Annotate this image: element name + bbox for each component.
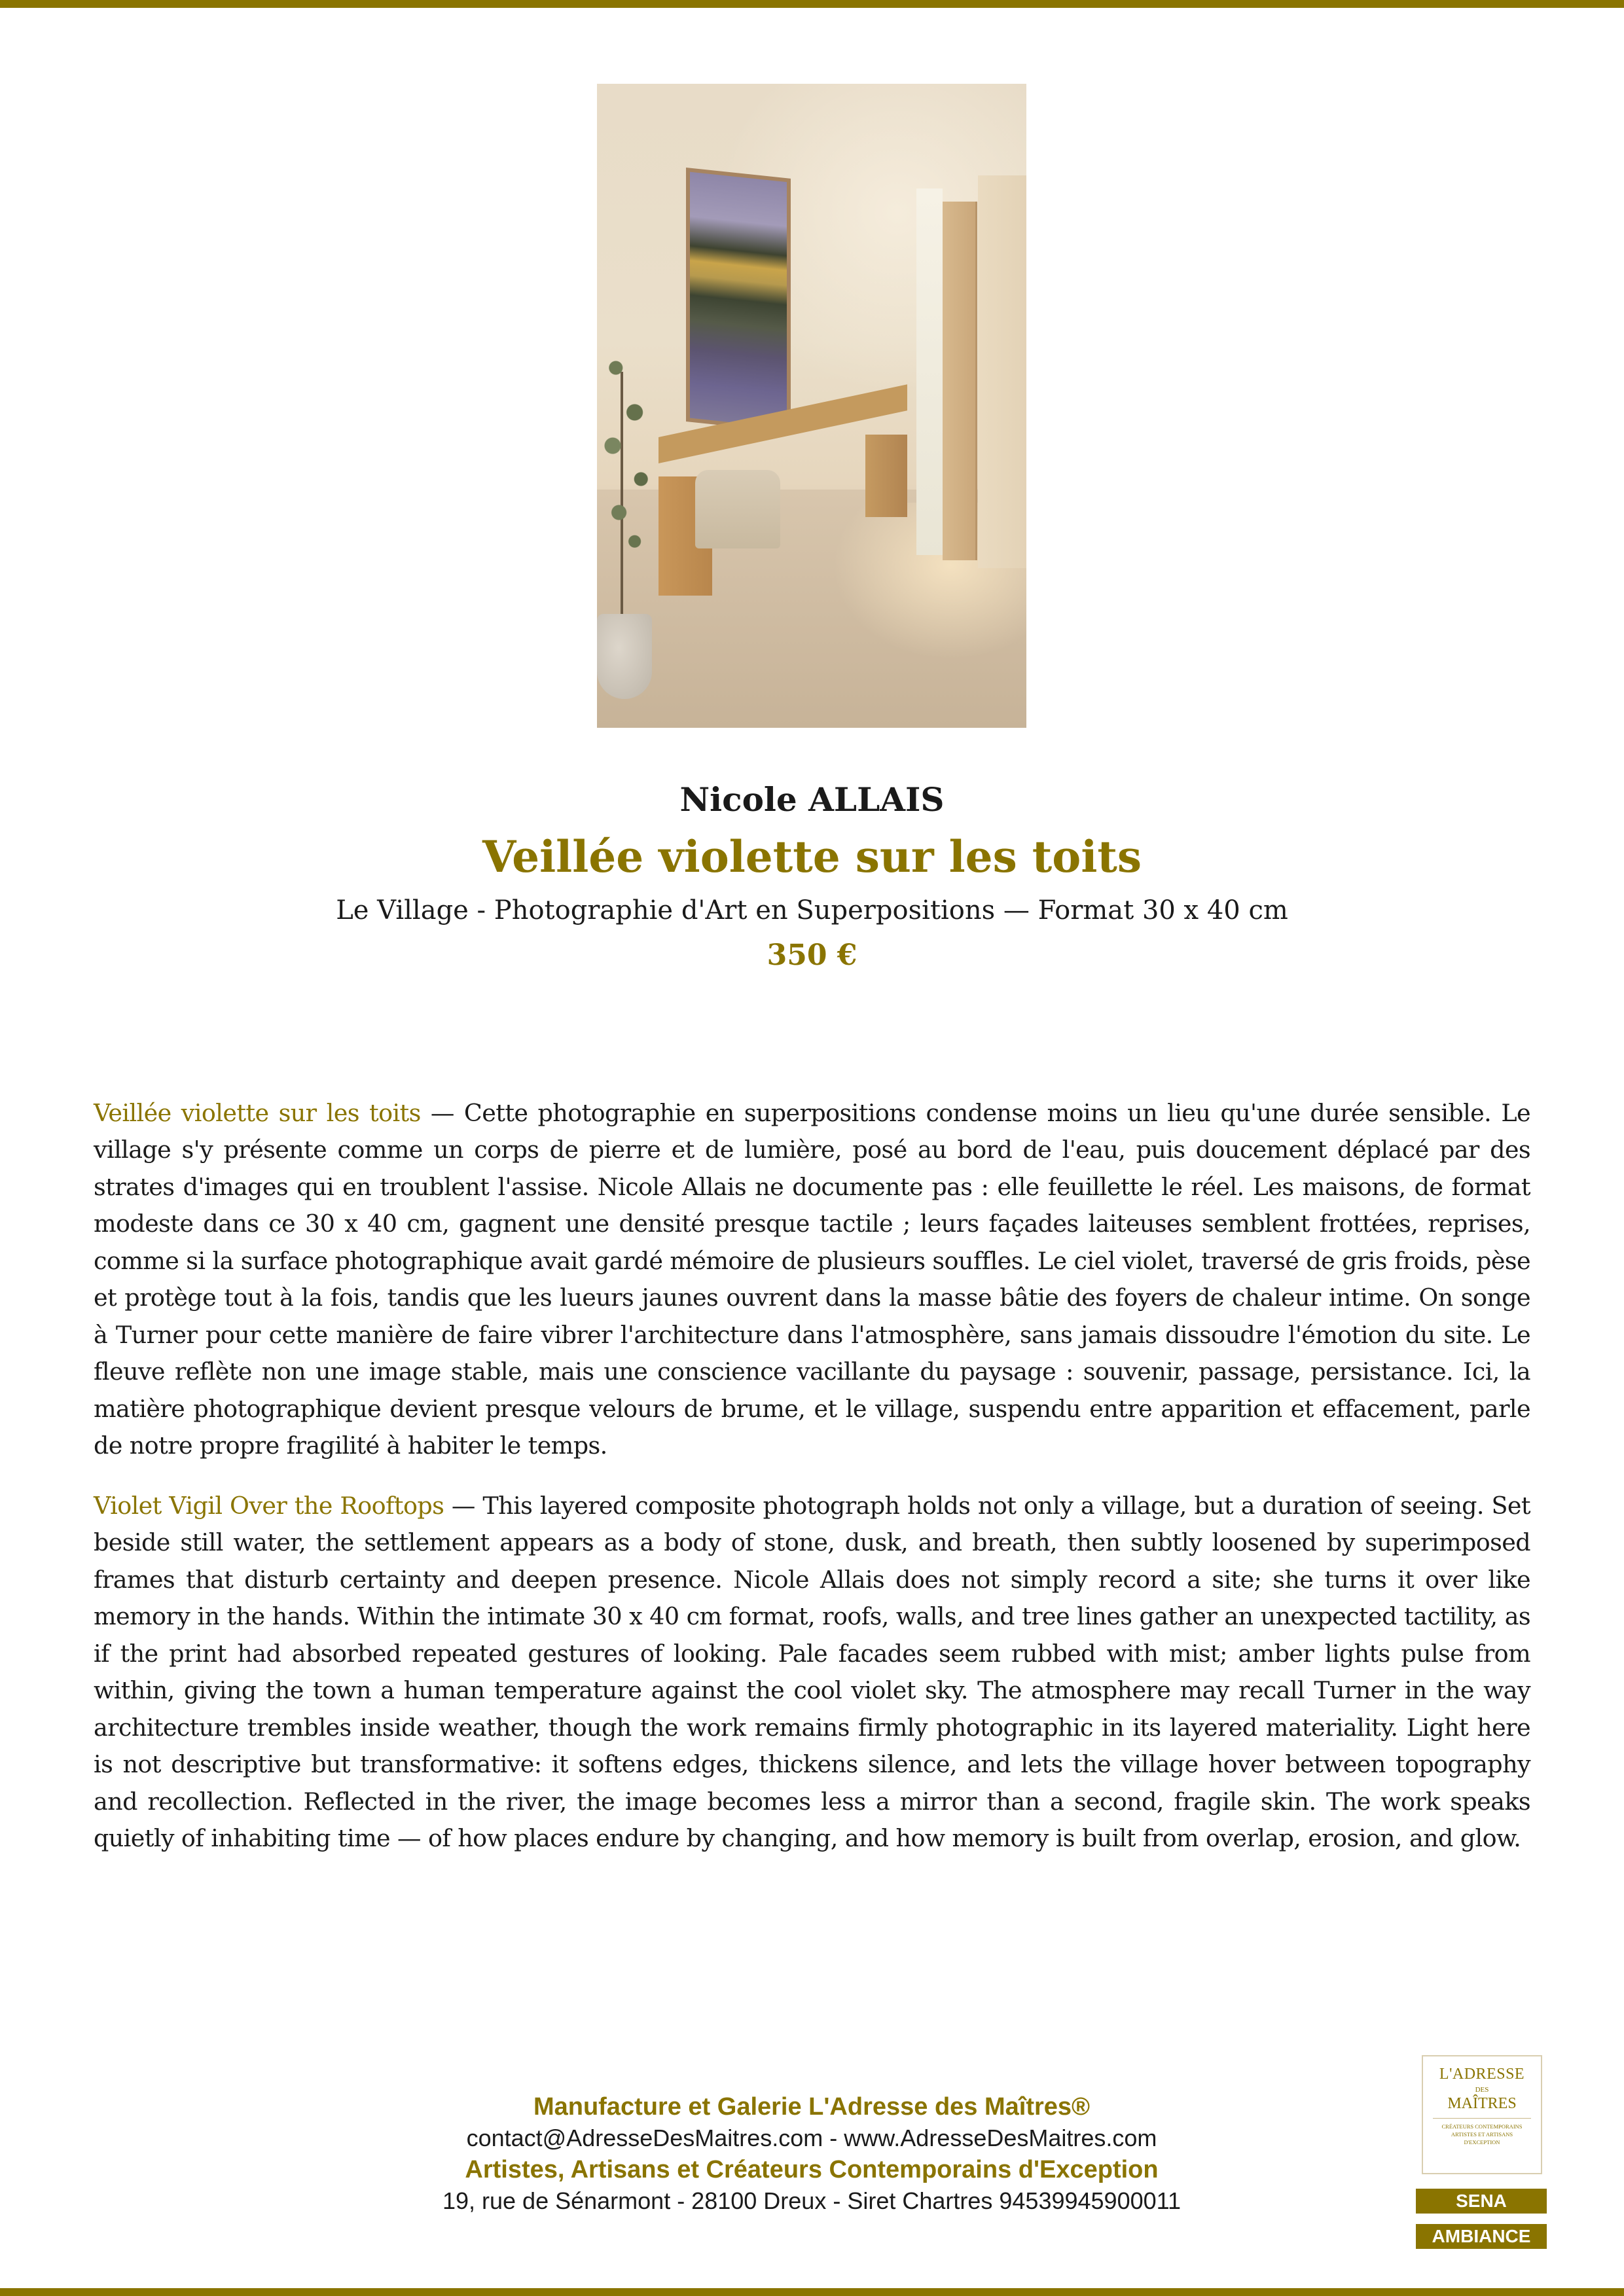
top-accent-bar xyxy=(0,0,1624,8)
description-french-lead: Veillée violette sur les toits xyxy=(94,1098,421,1127)
footer-company: Manufacture et Galerie L'Adresse des Maîtres® xyxy=(533,2093,1091,2121)
bottom-accent-bar xyxy=(0,2288,1624,2296)
ambiance-badge: AMBIANCE xyxy=(1416,2224,1547,2249)
logo-line-2: DES xyxy=(1475,2086,1489,2094)
description-english xyxy=(94,1488,1530,1857)
description-french-text: — Cette photographie en superpositions condense moins un lieu qu'une durée sensible. Le village s'y présente comme un corps de pierre et de lumière, posé au bord de l'eau, puis doucement déplacé par des strates d'images qui en troublent l'assise. Nicole Allais ne documente pas : elle feuillette le réel. Les maisons, de format modeste dans ce 30 x 40 cm, gagnent une densité presque tactile ; leurs façades laiteuses semblent frottées, reprises, comme si la surface photographique avait gardé mémoire de plusieurs souffles. Le ciel violet, traversé de gris froids, pèse et protège tout à la fois, tandis que les lueurs jaunes ouvrent dans la masse bâtie des foyers de chaleur intime. On songe à Turner pour cette manière de faire vibrer l'architecture dans l'atmosphère, sans jamais dissoudre l'émotion du site. Le fleuve reflète non une image stable, mais une conscience vacillante du paysage : souvenir, passage, persistance. Ici, la matière photographique devient presque velours de brume, et le village, suspendu entre apparition et effacement, parle de notre propre fragilité à habiter le temps. xyxy=(94,1098,1530,1460)
artwork-print xyxy=(690,172,787,429)
logo-sub-3: D'EXCEPTION xyxy=(1464,2139,1500,2145)
gallery-logo xyxy=(1422,2055,1542,2174)
stone-pot xyxy=(597,614,652,699)
wall-pillar xyxy=(978,175,1026,568)
sena-badge: SENA xyxy=(1416,2189,1547,2214)
artwork-ambiance-photo xyxy=(597,84,1026,728)
artwork-subtitle: Le Village - Photographie d'Art en Superpositions — Format 30 x 40 cm xyxy=(336,895,1288,925)
logo-line-3: MAÎTRES xyxy=(1447,2095,1517,2112)
logo-sub-1: CRÉATEURS CONTEMPORAINS xyxy=(1441,2123,1523,2130)
throw-blanket xyxy=(695,470,780,548)
description-french xyxy=(94,1095,1530,1465)
window xyxy=(916,188,943,555)
olive-tree-leaves xyxy=(597,346,660,568)
wooden-door xyxy=(943,202,977,560)
footer-address: 19, rue de Sénarmont - 28100 Dreux - Siret Chartres 94539945900011 xyxy=(442,2187,1182,2214)
footer-contact[interactable]: contact@AdresseDesMaitres.com - www.AdresseDesMaitres.com xyxy=(466,2125,1157,2151)
artwork-title: Veillée violette sur les toits xyxy=(482,831,1142,882)
description-english-text: — This layered composite photograph holds not only a village, but a duration of seeing. Set beside still water, the settlement appears as a body of stone, dusk, and breath, then subtly loosened by superimposed frames that disturb certainty and deepen presence. Nicole Allais does not simply record a site; she turns it over like memory in the hands. Within the intimate 30 x 40 cm format, roofs, walls, and tree lines gather an unexpected tactility, as if the print had absorbed repeated gestures of looking. Pale facades seem rubbed with mist; amber lights pulse from within, giving the town a human temperature against the cool violet sky. The atmosphere may recall Turner in the way architecture trembles inside weather, though the work remains firmly photographic in its layered materiality. Light here is not descriptive but transformative: it softens edges, thickens silence, and lets the village hover between topography and recollection. Reflected in the river, the image becomes less a mirror than a second, fragile skin. The work speaks quietly of inhabiting time — of how places endure by changing, and how memory is built from overlap, erosion, and glow. xyxy=(94,1491,1530,1852)
logo-divider xyxy=(1433,2118,1531,2119)
logo-line-1: L'ADRESSE xyxy=(1439,2066,1525,2083)
footer-tagline: Artistes, Artisans et Créateurs Contemporains d'Exception xyxy=(465,2156,1159,2183)
artist-name: Nicole ALLAIS xyxy=(679,780,945,819)
bench-leg-right xyxy=(865,435,907,517)
framed-artwork xyxy=(686,168,791,433)
logo-sub-2: ARTISTES ET ARTISANS xyxy=(1451,2131,1513,2138)
description-english-lead: Violet Vigil Over the Rooftops xyxy=(94,1491,444,1520)
footer xyxy=(367,2091,1257,2217)
artwork-price: 350 € xyxy=(767,939,857,972)
